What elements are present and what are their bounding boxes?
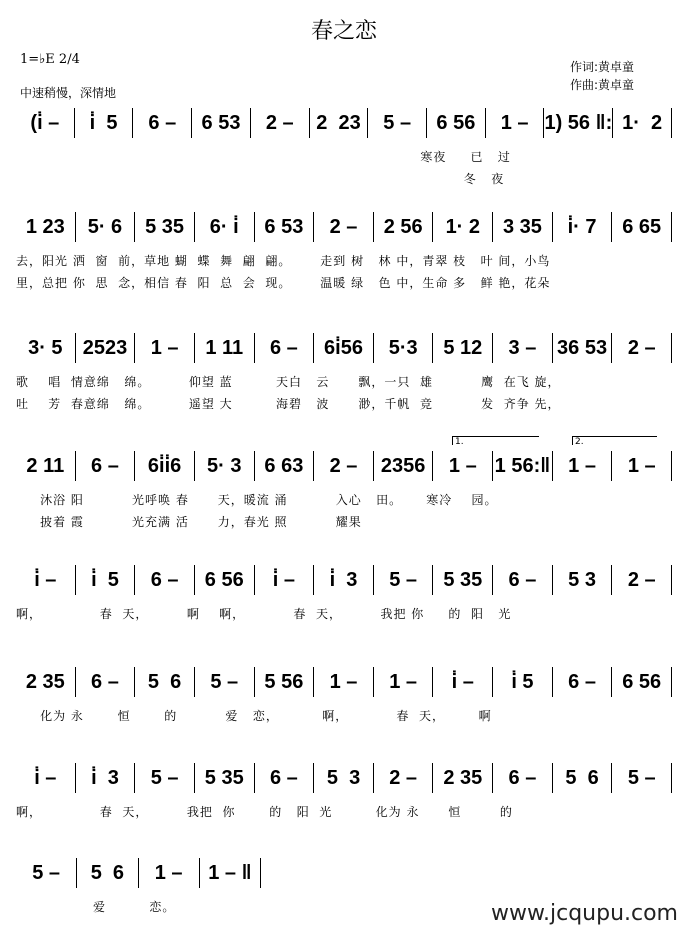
measure: 5 35 [195, 763, 255, 793]
measure: 5 3 [553, 565, 613, 595]
notation-row [16, 667, 672, 697]
measure: 1 – [553, 451, 613, 481]
lyric-line: 吐 芳 春意绵 绵。 遥望 大 海碧 波 渺，千帆 竞 发 齐争 先， [16, 397, 561, 411]
measure: 2 35 [16, 667, 76, 697]
measure: 36 53 [553, 333, 613, 363]
lyric-line: 歌 唱 情意绵 绵。 仰望 蓝 天白 云 飘，一只 雄 鹰 在飞 旋， [16, 375, 561, 389]
measure: 5 – [195, 667, 255, 697]
measure: 5· 6 [76, 212, 136, 242]
measure: 6 – [76, 667, 136, 697]
measure: 1 – [135, 333, 195, 363]
measure: 5 3 [314, 763, 374, 793]
measure: 2 35 [433, 763, 493, 793]
measure: 6 – [135, 565, 195, 595]
ending-2: 2. [572, 436, 657, 445]
measure: 6 56 [427, 108, 486, 138]
measure: 5 56 [255, 667, 315, 697]
measure: 5 – [368, 108, 427, 138]
lyric-line: 沐浴 阳 光呼唤 春 天，暖流 涌 入心 田。 寒冷 园。 [16, 493, 498, 507]
measure: 1 56:‖ [493, 451, 553, 481]
measure: 6 – [255, 763, 315, 793]
song-title: 春之恋 [310, 19, 377, 44]
measure: 1) 56 ‖: [544, 108, 613, 138]
measure: 1 – [433, 451, 493, 481]
measure: 6i̇i̇6 [135, 451, 195, 481]
notation-row [16, 212, 672, 242]
lyric-line: 披着 霞 光充满 活 力，春光 照 耀果 [16, 515, 362, 529]
lyric-line: 里，总把 你 思 念，相信 春 阳 总 会 现。 温暖 绿 色 中，生命 多 鲜 艳，花朵 [16, 276, 551, 290]
measure: 6 65 [612, 212, 672, 242]
measure: 5 – [135, 763, 195, 793]
measure: 2 – [251, 108, 310, 138]
measure: i̇ 3 [76, 763, 136, 793]
measure: 5 6 [77, 858, 138, 888]
measure: 1 – [139, 858, 200, 888]
measure: 5· 3 [195, 451, 255, 481]
measure: 2 – [612, 333, 672, 363]
measure: 3· 5 [16, 333, 76, 363]
measure: 5 35 [433, 565, 493, 595]
measure: 1· 2 [433, 212, 493, 242]
measure: 5 35 [135, 212, 195, 242]
measure: 5 – [16, 858, 77, 888]
measure: 2 – [374, 763, 434, 793]
measure: 5 6 [553, 763, 613, 793]
lyric-line: 冬 夜 [16, 172, 505, 186]
measure: 1 11 [195, 333, 255, 363]
measure: 1 – [314, 667, 374, 697]
watermark: www.jcqupu.com [491, 901, 678, 926]
measure: 5 – [612, 763, 672, 793]
ending-1: 1. [452, 436, 539, 445]
lyric-line: 寒夜 已 过 [16, 150, 511, 164]
measure: 3 – [493, 333, 553, 363]
measure: 5 12 [433, 333, 493, 363]
measure: 1· 2 [613, 108, 672, 138]
measure: i̇ – [255, 565, 315, 595]
measure: 2356 [374, 451, 434, 481]
notation-row [16, 565, 672, 595]
measure: 2 56 [374, 212, 434, 242]
measure: 1 – [486, 108, 545, 138]
measure: 6 – [493, 763, 553, 793]
measure: 1 – [374, 667, 434, 697]
lyric-line: 啊， 春 天， 啊 啊， 春 天， 我把 你 的 阳 光 [16, 607, 512, 621]
measure: 6 – [553, 667, 613, 697]
lyricist: 作词:黄卓童 [570, 60, 635, 74]
measure: 2 – [612, 565, 672, 595]
lyric-line: 啊， 春 天， 我把 你 的 阳 光 化为 永 恒 的 [16, 805, 513, 819]
measure: i̇ – [433, 667, 493, 697]
measure: 1 – ‖ [200, 858, 261, 888]
measure: i̇ 5 [76, 565, 136, 595]
lyric-line: 爱 恋。 [16, 900, 176, 914]
measure: 6 63 [255, 451, 315, 481]
measure: (i̇ – [16, 108, 75, 138]
measure: 2 – [314, 451, 374, 481]
notation-row [16, 333, 672, 363]
measure: 5 – [374, 565, 434, 595]
measure: 5 6 [135, 667, 195, 697]
composer: 作曲:黄卓童 [570, 78, 635, 92]
measure: i̇ – [16, 763, 76, 793]
measure: 5·3 [374, 333, 434, 363]
measure: i̇· 7 [553, 212, 613, 242]
measure: i̇ 3 [314, 565, 374, 595]
measure: 2 – [314, 212, 374, 242]
measure: i̇ 5 [493, 667, 553, 697]
measure: 6 56 [612, 667, 672, 697]
measure: 1 23 [16, 212, 76, 242]
measure: 2523 [76, 333, 136, 363]
measure: 3 35 [493, 212, 553, 242]
measure: 2 23 [310, 108, 369, 138]
measure: 6 53 [192, 108, 251, 138]
measure: 6 – [255, 333, 315, 363]
measure: 2 11 [16, 451, 76, 481]
measure: 6i̇56 [314, 333, 374, 363]
notation-row [16, 451, 672, 481]
measure: i̇ – [16, 565, 76, 595]
notation-row [16, 108, 672, 138]
notation-row [16, 763, 672, 793]
lyric-line: 化为 永 恒 的 爱 恋， 啊， 春 天， 啊 [16, 709, 492, 723]
measure: 1 – [612, 451, 672, 481]
lyric-line: 去，阳光 洒 窗 前，草地 蝴 蝶 舞 翩 翩。 走到 树 林 中，青翠 枝 叶 间，小鸟 [16, 254, 551, 268]
measure: i̇ 5 [75, 108, 134, 138]
measure: 6 56 [195, 565, 255, 595]
tempo-marking: 中速稍慢，深情地 [20, 86, 117, 100]
measure: 6· i̇ [195, 212, 255, 242]
notation-row [16, 858, 261, 888]
key-signature: 1=♭E 2/4 [20, 52, 80, 67]
measure: 6 – [493, 565, 553, 595]
measure: 6 – [133, 108, 192, 138]
measure: 6 53 [255, 212, 315, 242]
measure: 6 – [76, 451, 136, 481]
